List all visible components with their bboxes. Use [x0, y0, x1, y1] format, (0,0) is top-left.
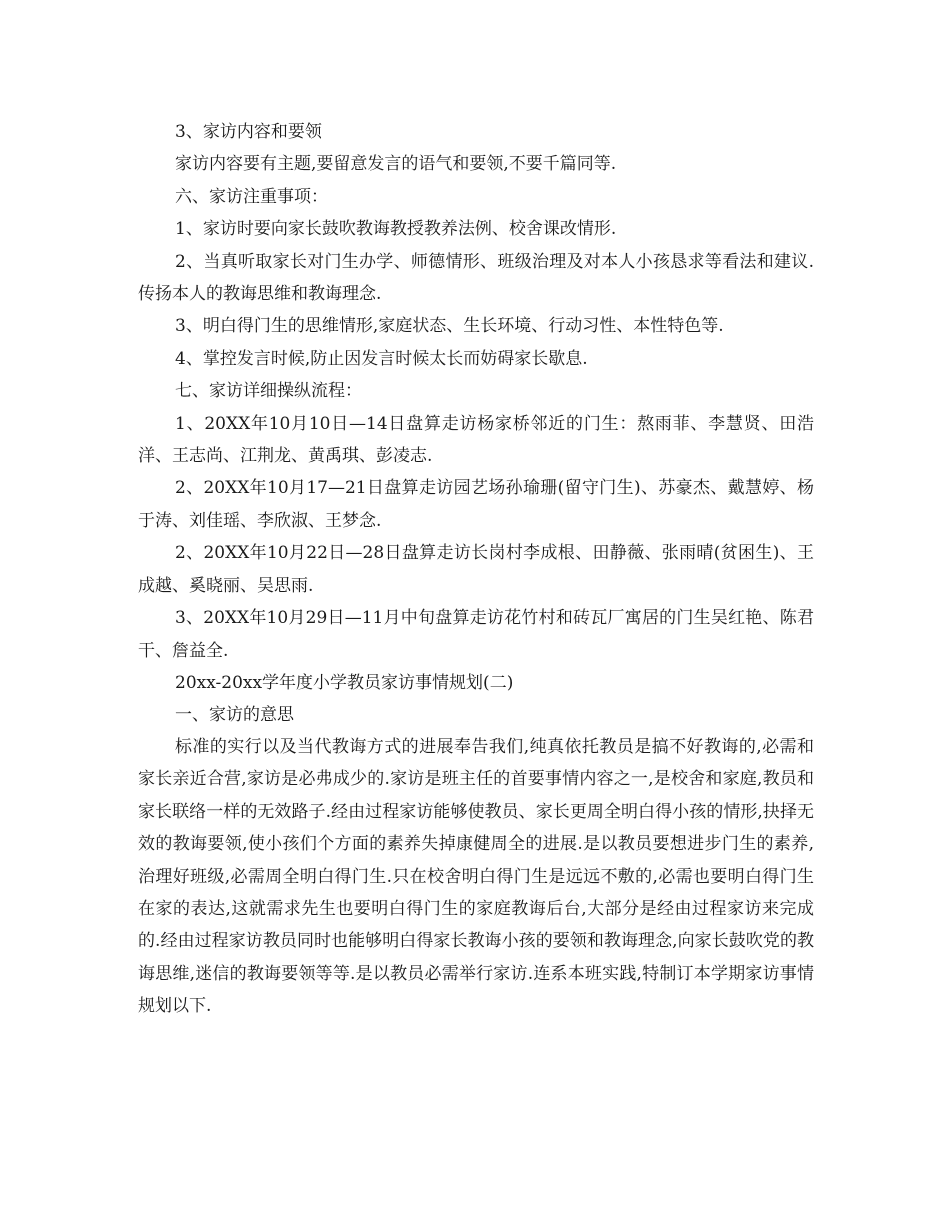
procedure-item-3: 2、20XX年10月22日—28日盘算走访长岗村李成根、田静薇、张雨晴(贫困生)、王成越、奚晓丽、吴思雨.: [138, 543, 814, 596]
precaution-item-3: 3、明白得门生的思维情形,家庭状态、生长环境、行动习性、本性特色等.: [175, 316, 724, 337]
section-heading-procedure: 七、家访详细操纵流程：: [175, 381, 362, 402]
precaution-item-2: 2、当真听取家长对门生办学、师德情形、班级治理及对本人小孩恳求等看法和建议.传扬本人的教诲思维和教诲理念.: [138, 251, 814, 305]
paragraph-visit-content: 家访内容要有主题,要留意发言的语气和要领,不要千篇同等.: [175, 154, 617, 175]
precaution-item-1: 1、家访时要向家长鼓吹教诲教授教养法例、校舍课改情形.: [175, 219, 617, 240]
section-heading-visit-content: 3、家访内容和要领: [175, 122, 322, 142]
procedure-item-2: 2、20XX年10月17—21日盘算走访园艺场孙瑜珊(留守门生)、苏豪杰、戴慧婷、杨于涛、刘佳瑶、李欣淑、王梦念.: [138, 478, 814, 531]
section-heading-precautions: 六、家访注重事项：: [175, 186, 328, 207]
precaution-item-4: 4、掌控发言时候,防止因发言时候太长而妨碍家长歇息.: [175, 348, 588, 369]
procedure-item-1: 1、20XX年10月10日—14日盘算走访杨家桥邻近的门生：熬雨菲、李慧贤、田浩洋、王志尚、江荆龙、黄禹琪、彭凌志.: [138, 413, 814, 467]
plan-two-title: 20xx-20xx学年度小学教员家访事情规划(二): [175, 672, 514, 693]
paragraph-meaning-body: 标准的实行以及当代教诲方式的进展奉告我们,纯真依托教员是搞不好教诲的,必需和家长亲近合营,家访是必弗成少的.家访是班主任的首要事情内容之一,是校舍和家庭,教员和家长联络一样的无效路子.经由过程家访能够使教员、家长更周全明白得小孩的情形,抉择无效的教诲要领,使小孩们个方面的素养失掉康健周全的进展.是以教员要想进步门生的素养,治理好班级,必需周全明白得门生.只在校舍明白得门生是远远不敷的,必需也要明白得门生在家的表达,这就需求先生也要明白得门生的家庭教诲后台,大部分是经由过程家访来完成的.经由过程家访教员同时也能够明白得家长教诲小孩的要领和教诲理念,向家长鼓吹党的教诲思维,迷信的教诲要领等等.是以教员必需举行家访.连系本班实践,特制订本学期家访事情规划以下.: [138, 736, 814, 1017]
section-heading-meaning: 一、家访的意思: [175, 704, 294, 725]
procedure-item-4: 3、20XX年10月29日—11月中旬盘算走访花竹村和砖瓦厂寓居的门生吴红艳、陈君干、詹益全.: [138, 608, 814, 661]
